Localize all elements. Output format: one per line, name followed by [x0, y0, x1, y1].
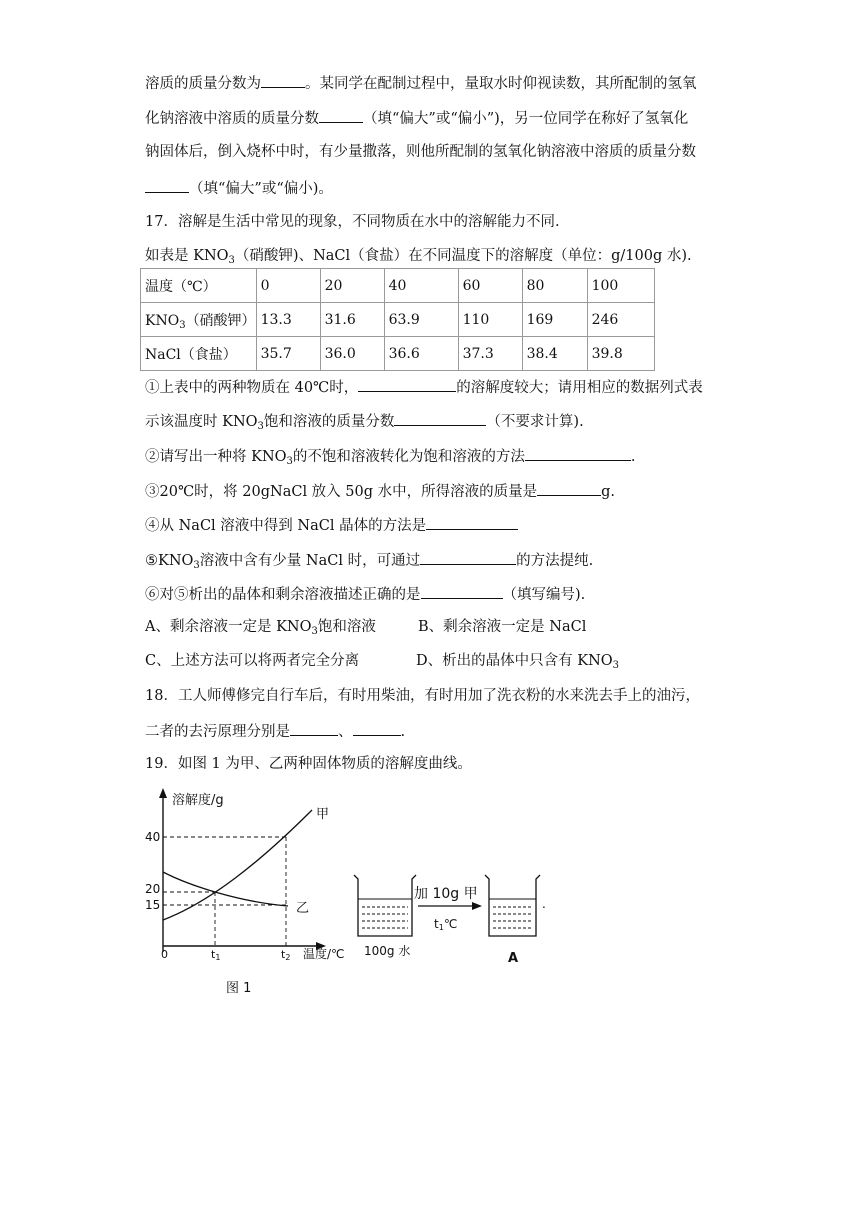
beaker-1-label: 100g 水	[364, 944, 411, 958]
q19-stem: 19．如图 1 为甲、乙两种固体物质的溶解度曲线。	[145, 756, 472, 772]
q16-line-4: （填“偏大”或“偏小)。	[145, 177, 333, 199]
curve-yi	[163, 872, 288, 906]
table-cell: 169	[522, 303, 587, 337]
beaker-2	[485, 875, 540, 936]
table-row-label: NaCl（食盐）	[141, 337, 257, 371]
q17-option-b: B、剩余溶液一定是 NaCl	[418, 619, 587, 635]
x-axis-label: 温度/℃	[303, 947, 345, 961]
y-tick-15: 15	[145, 898, 161, 912]
answer-blank[interactable]	[525, 445, 631, 461]
q18-line-1: 18．工人师傅修完自行车后，有时用柴油，有时用加了洗衣粉的水来洗去手上的油污，	[145, 688, 700, 704]
figure-caption: 图 1	[226, 981, 252, 996]
table-cell: 110	[458, 303, 522, 337]
arrow-top-label: 加 10g 甲	[414, 886, 478, 902]
table-cell: 40	[384, 269, 458, 303]
table-cell: 39.8	[587, 337, 654, 371]
answer-blank[interactable]	[421, 583, 503, 599]
curve-label-yi: 乙	[296, 901, 310, 916]
process-arrow-head	[472, 902, 482, 910]
table-cell: 38.4	[522, 337, 587, 371]
table-row	[141, 337, 655, 371]
q17-sub-3: ③20℃时，将 20gNaCl 放入 50g 水中，所得溶液的质量是 g.	[145, 480, 615, 502]
q17-sub-4: ④从 NaCl 溶液中得到 NaCl 晶体的方法是	[145, 514, 518, 536]
answer-blank[interactable]	[145, 177, 189, 193]
q17-sub-5: $⑤KNO_3$溶液中含有少量 NaCl 时，可通过 的方法提纯.	[145, 549, 593, 571]
x-tick-t1: t1	[211, 948, 221, 962]
beaker-2-label: A	[508, 951, 519, 966]
solubility-figure	[140, 782, 580, 997]
table-cell: 63.9	[384, 303, 458, 337]
x-origin: 0	[161, 948, 168, 961]
table-cell: 13.3	[256, 303, 320, 337]
table-cell: 36.0	[320, 337, 384, 371]
table-row-label: $KNO_3$（硝酸钾）	[141, 303, 257, 337]
q17-sub-2: ②请写出一种将 $KNO_3$的不饱和溶液转化为饱和溶液的方法 .	[145, 445, 636, 467]
answer-blank[interactable]	[420, 549, 516, 565]
x-tick-t2: t2	[281, 948, 291, 962]
answer-blank[interactable]	[426, 514, 518, 530]
arrow-bottom-label: t1℃	[434, 917, 458, 932]
q17-sub-6: ⑥对⑤析出的晶体和剩余溶液描述正确的是 （填写编号).	[145, 583, 585, 605]
answer-blank[interactable]	[394, 410, 486, 426]
q17-option-d: D、析出的晶体中只含有 $KNO_3$	[416, 653, 620, 671]
answer-blank[interactable]	[319, 107, 363, 123]
q16-line-3: 钠固体后，倒入烧杯中时，有少量撒落，则他所配制的氢氧化钠溶液中溶质的质量分数	[145, 144, 696, 160]
table-cell: 80	[522, 269, 587, 303]
y-axis-label: 溶解度/g	[172, 793, 224, 808]
table-row	[141, 303, 655, 337]
table-cell: 60	[458, 269, 522, 303]
trailing-dot: .	[542, 897, 546, 911]
q17-sub-1: ①上表中的两种物质在 40℃时， 的溶解度较大；请用相应的数据列式表	[145, 376, 703, 398]
q17-option-a: A、剩余溶液一定是 $KNO_3$饱和溶液	[145, 619, 376, 637]
curve-jia	[163, 810, 312, 920]
table-cell: 20	[320, 269, 384, 303]
answer-blank[interactable]	[353, 720, 401, 736]
q17-sub-1-cont: 示该温度时 $KNO_3$饱和溶液的质量分数 （不要求计算).	[145, 410, 584, 432]
q16-line-2: 化钠溶液中溶质的质量分数 （填“偏大”或“偏小”)，另一位同学在称好了氢氧化	[145, 107, 688, 129]
table-cell: 100	[587, 269, 654, 303]
y-axis-arrow	[159, 788, 167, 798]
table-cell: 0	[256, 269, 320, 303]
table-cell: 246	[587, 303, 654, 337]
q17-intro: 如表是 $KNO_3$（硝酸钾)、NaCl（食盐）在不同温度下的溶解度（单位：g/100g 水).	[145, 248, 692, 266]
answer-blank[interactable]	[261, 72, 305, 88]
q16-line-1: 溶质的质量分数为 。某同学在配制过程中，量取水时仰视读数，其所配制的氢氧	[145, 72, 697, 94]
table-row	[141, 269, 655, 303]
q17-option-c: C、上述方法可以将两者完全分离	[145, 653, 360, 669]
y-tick-40: 40	[145, 830, 161, 844]
table-cell: 31.6	[320, 303, 384, 337]
solubility-table	[140, 268, 655, 371]
q18-line-2: 二者的去污原理分别是 、 .	[145, 720, 405, 742]
y-tick-20: 20	[145, 882, 161, 896]
table-cell: 36.6	[384, 337, 458, 371]
answer-blank[interactable]	[290, 720, 338, 736]
table-header-label: 温度（℃）	[141, 269, 257, 303]
beaker-1	[354, 875, 416, 936]
curve-label-jia: 甲	[316, 807, 330, 822]
answer-blank[interactable]	[358, 376, 456, 392]
table-cell: 35.7	[256, 337, 320, 371]
q17-stem: 17．溶解是生活中常见的现象，不同物质在水中的溶解能力不同.	[145, 214, 560, 230]
table-cell: 37.3	[458, 337, 522, 371]
answer-blank[interactable]	[537, 480, 601, 496]
